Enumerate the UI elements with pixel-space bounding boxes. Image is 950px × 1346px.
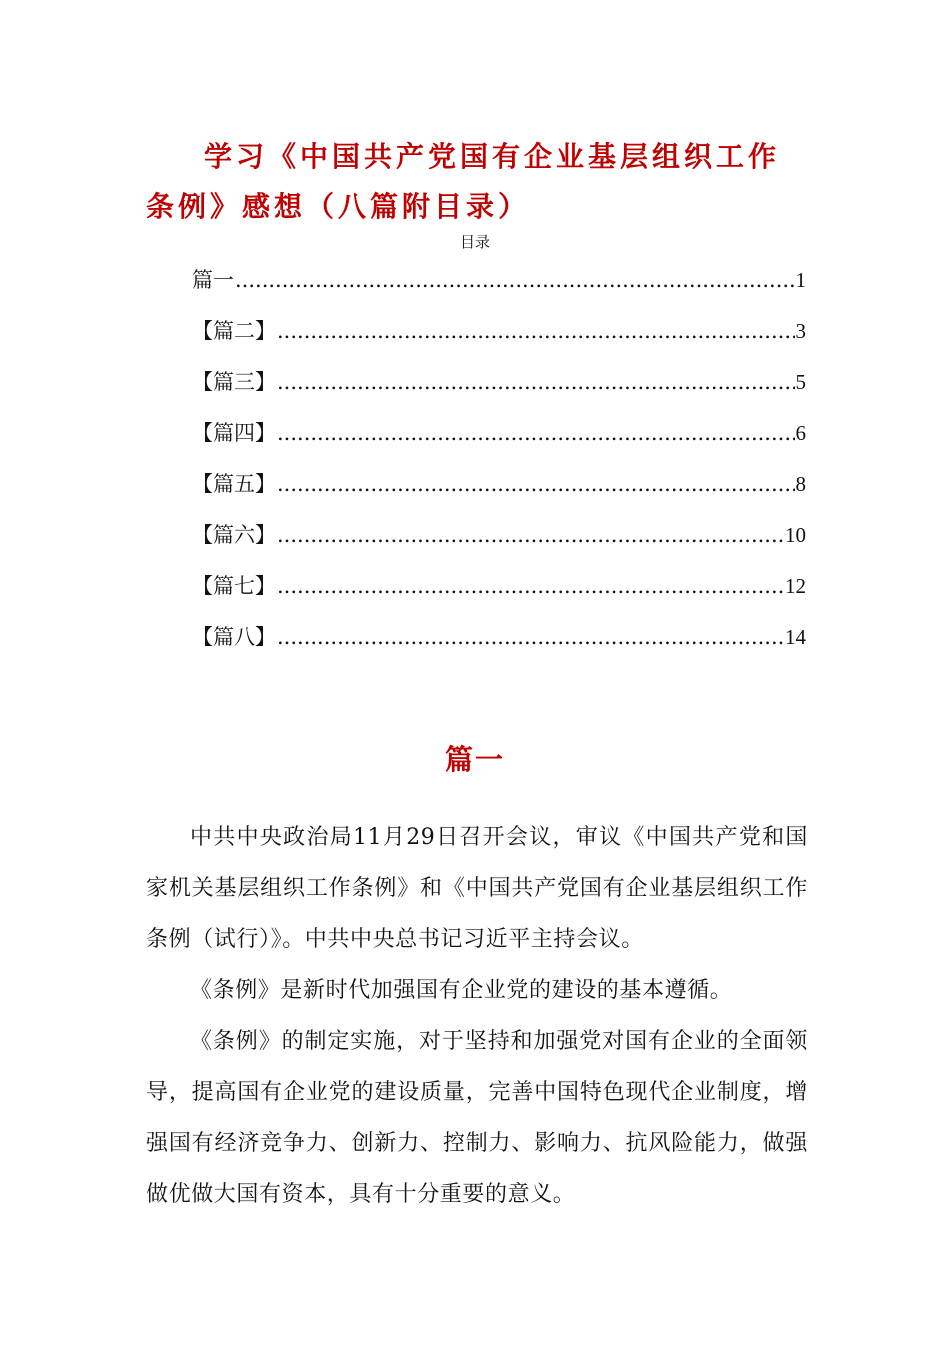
- body-paragraph-3: 《条例》的制定实施，对于坚持和加强党对国有企业的全面领导，提高国有企业党的建设质量，完善中国特色现代企业制度，增强国有经济竞争力、创新力、控制力、影响力、抗风险能力，做强做优做大国有资本，具有十分重要的意义。: [146, 1029, 808, 1207]
- toc-entry-label: 【篇七】: [192, 574, 276, 598]
- toc-entry-label: 【篇二】: [192, 319, 276, 343]
- toc-entry-page: 1: [795, 268, 806, 292]
- toc-entry-label: 【篇三】: [192, 370, 276, 394]
- body-paragraph-1: 中共中央政治局11月29日召开会议，审议《中国共产党和国家机关基层组织工作条例》和《中国共产党国有企业基层组织工作条例（试行）》。中共中央总书记习近平主持会议。: [146, 825, 808, 952]
- document-title: 学习《中国共产党国有企业基层组织工作条例》感想（八篇附目录）: [146, 140, 781, 223]
- toc-entry-5[interactable]: [192, 466, 806, 517]
- toc-entry-page: 12: [785, 574, 806, 598]
- toc-entry-6[interactable]: [192, 517, 806, 568]
- toc-entry-page: 14: [785, 625, 806, 649]
- toc-entry-label: 【篇五】: [192, 472, 276, 496]
- body-paragraph-2: 《条例》是新时代加强国有企业党的建设的基本遵循。: [190, 978, 733, 1003]
- toc-entry-1[interactable]: [192, 262, 806, 313]
- toc-entry-2[interactable]: [192, 313, 806, 364]
- toc-entry-4[interactable]: [192, 415, 806, 466]
- toc-dot-leader: [235, 262, 795, 298]
- toc-entry-page: 6: [795, 421, 806, 445]
- toc-entry-3[interactable]: [192, 364, 806, 415]
- toc-entry-label: 【篇四】: [192, 421, 276, 445]
- toc-entry-page: 10: [785, 523, 806, 547]
- toc-dot-leader: [277, 466, 795, 502]
- table-of-contents: [192, 262, 806, 670]
- toc-entry-label: 【篇八】: [192, 625, 276, 649]
- toc-entry-page: 5: [795, 370, 806, 394]
- toc-heading: 目录: [459, 233, 490, 251]
- toc-dot-leader: [277, 619, 784, 655]
- toc-entry-label: 篇一: [192, 268, 234, 292]
- toc-dot-leader: [277, 415, 795, 451]
- toc-dot-leader: [277, 313, 795, 349]
- toc-entry-7[interactable]: [192, 568, 806, 619]
- toc-entry-page: 8: [795, 472, 806, 496]
- toc-entry-label: 【篇六】: [192, 523, 276, 547]
- toc-dot-leader: [277, 364, 795, 400]
- toc-dot-leader: [277, 517, 784, 553]
- section-body: [146, 812, 808, 1220]
- toc-entry-8[interactable]: [192, 619, 806, 670]
- toc-entry-page: 3: [795, 319, 806, 343]
- toc-dot-leader: [277, 568, 784, 604]
- section-title: 篇一: [444, 743, 505, 776]
